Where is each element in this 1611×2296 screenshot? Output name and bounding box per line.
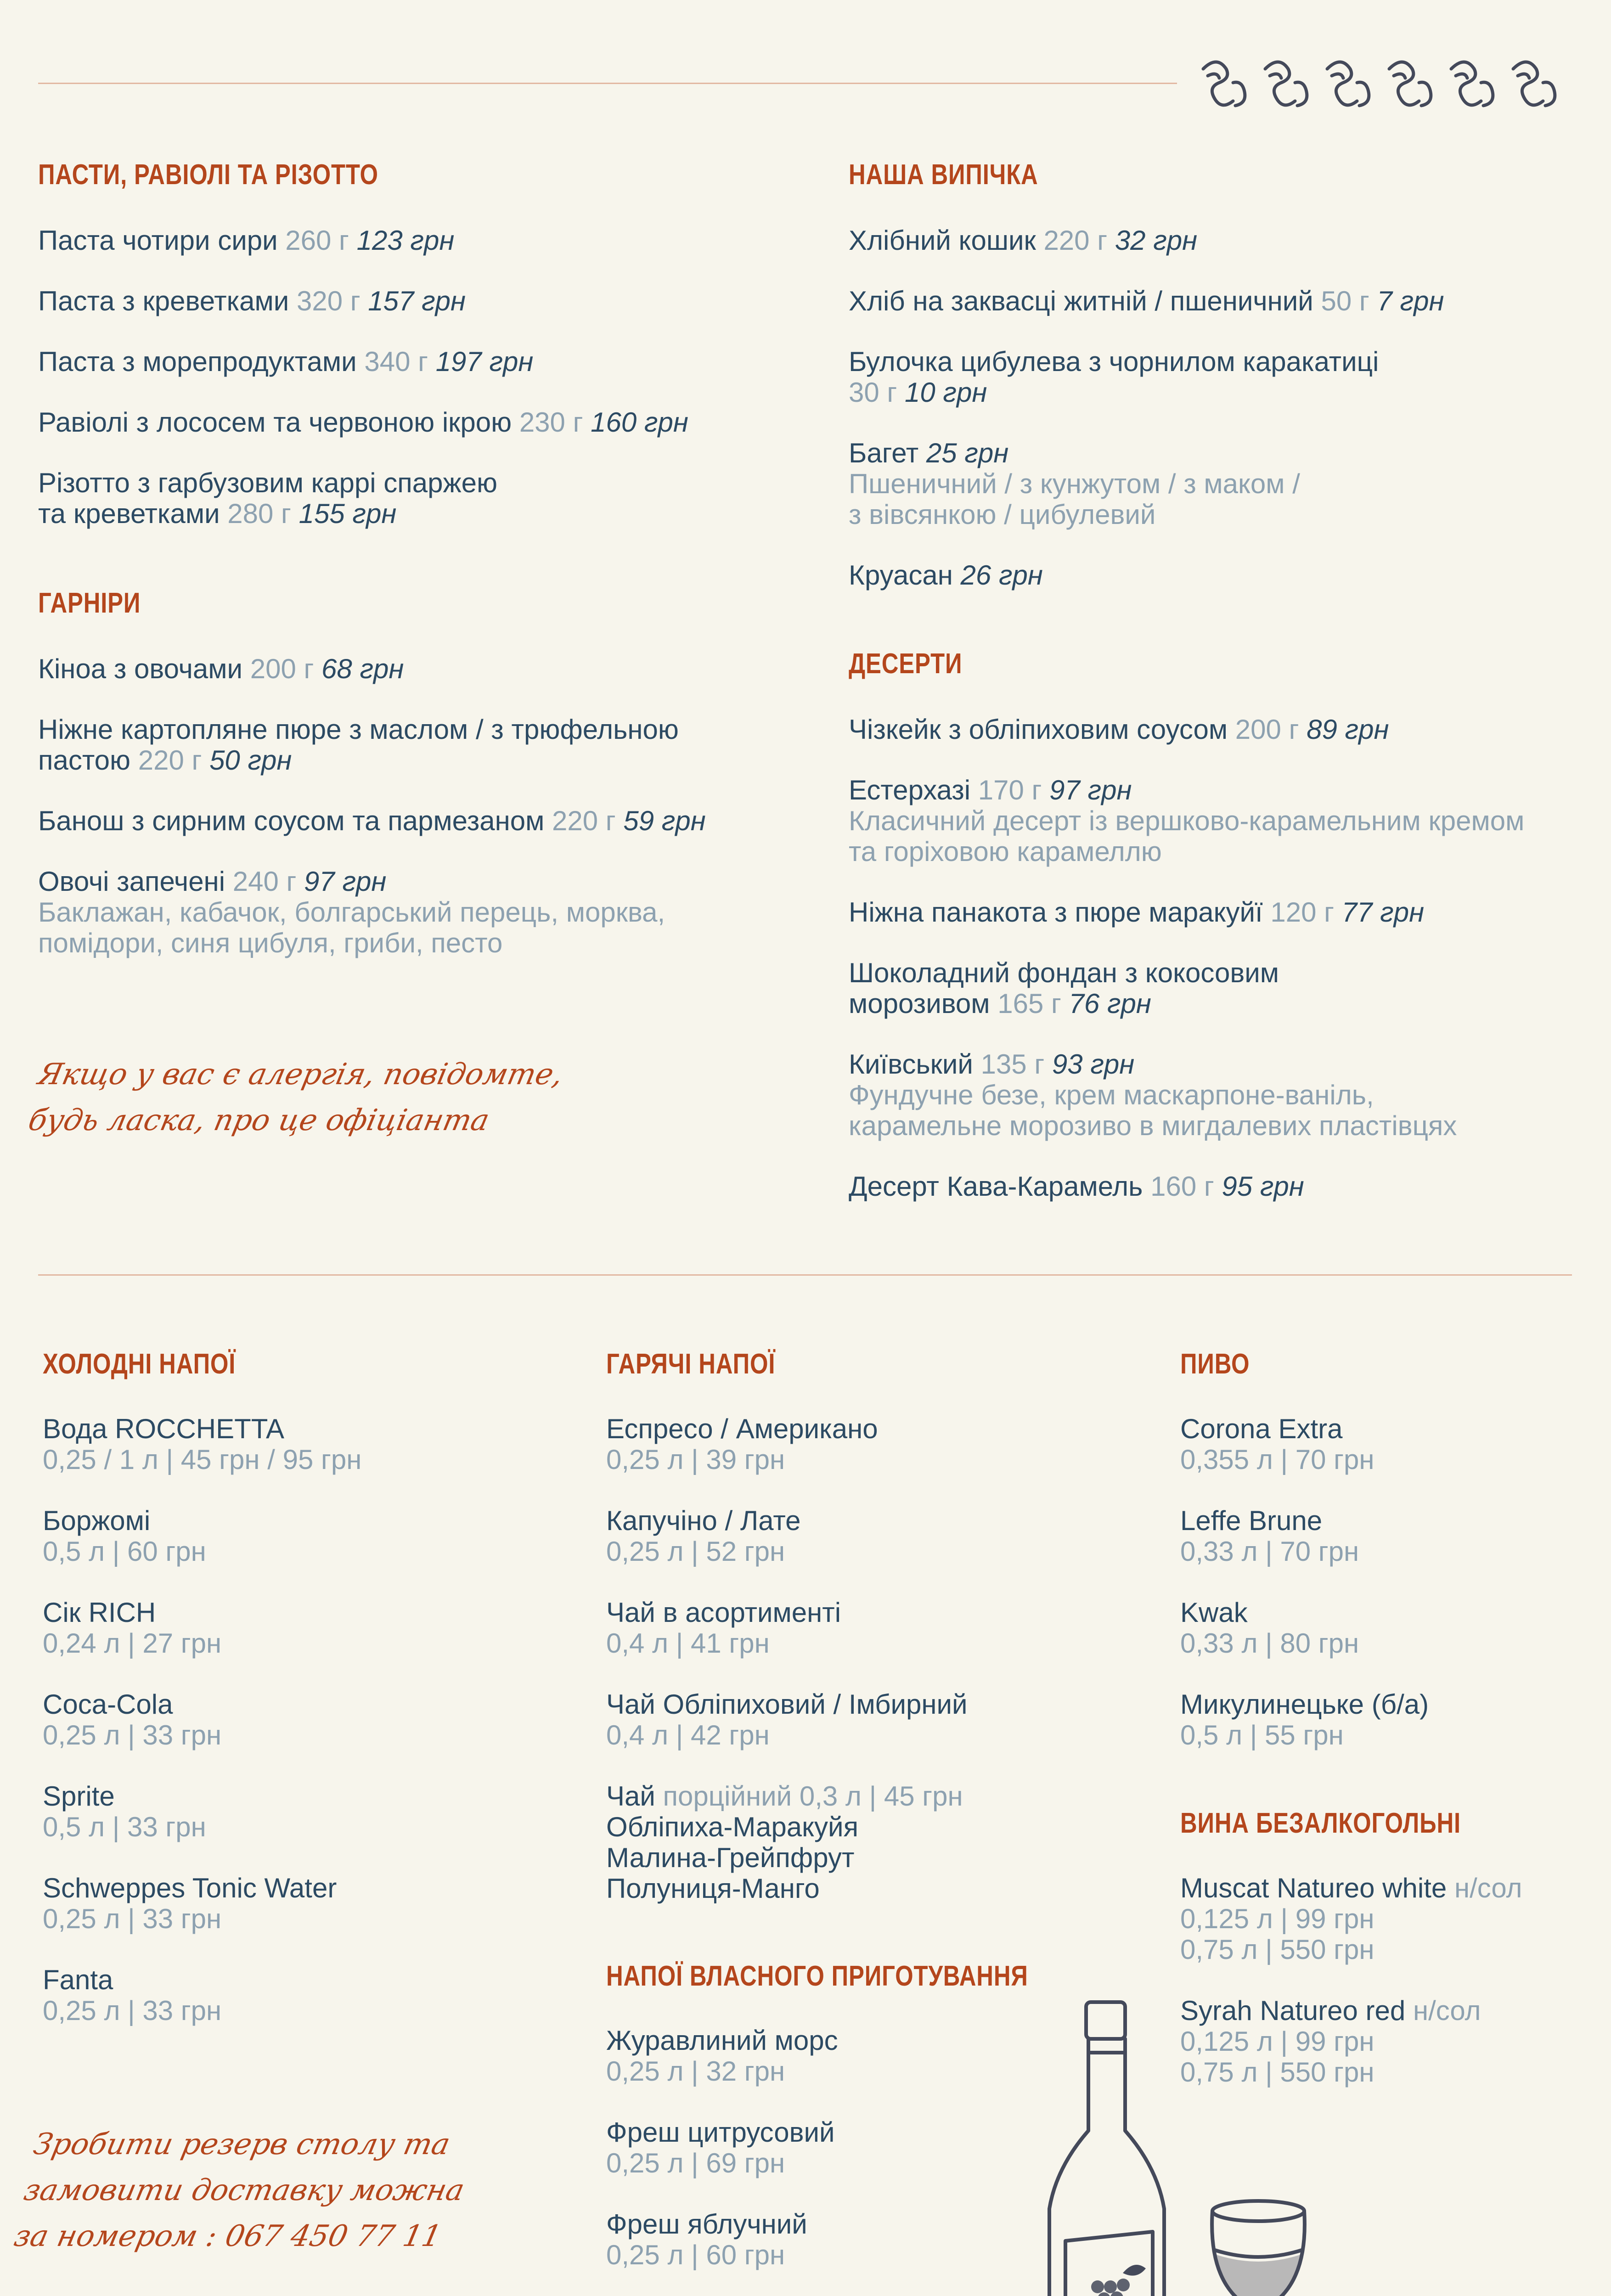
list-item: Еспресо / Американо 0,25 л | 39 грн [606, 1413, 878, 1475]
middle-divider [38, 1274, 1572, 1276]
list-item: Київський 135 г 93 грн Фундучне безе, крем маскарпоне-ваніль, карамельне морозиво в мигдалевих пластівцях [849, 1049, 1457, 1141]
list-item-tea-portion: Чай порційний 0,3 л | 45 грн Обліпиха-Маракуйя Малина-Грейпфрут Полуниця-Манго [606, 1781, 963, 1904]
list-item: Круасан 26 грн [849, 560, 1043, 591]
list-item: Шоколадний фондан з кокосовим морозивом 165 г 76 грн [849, 957, 1279, 1019]
list-item: Капучіно / Лате 0,25 л | 52 грн [606, 1505, 801, 1567]
section-title-house-drinks: НАПОЇ ВЛАСНОГО ПРИГОТУВАННЯ [606, 1960, 1028, 1992]
wine-bottle-icon [1029, 1993, 1185, 2296]
list-item: Фреш цитрусовий 0,25 л | 69 грн [606, 2117, 835, 2178]
list-item: Багет 25 грн Пшеничний / з кунжутом / з маком / з вівсянкою / цибулевий [849, 438, 1300, 530]
list-item: Булочка цибулева з чорнилом каракатиці 30 г 10 грн [849, 346, 1379, 408]
list-item: Боржомі 0,5 л | 60 грн [43, 1505, 206, 1567]
top-divider [38, 83, 1177, 84]
list-item: Десерт Кава-Карамель 160 г 95 грн [849, 1171, 1304, 1202]
hot-drinks-list [606, 1413, 1157, 1934]
section-title-hot-drinks: ГАРЯЧІ НАПОЇ [606, 1348, 776, 1380]
list-item: Фреш яблучний 0,25 л | 60 грн [606, 2209, 807, 2270]
list-item: Кіноа з овочами 200 г 68 грн [38, 653, 404, 684]
reservation-note: Зробити резерв столу та замовити доставку можна за номером : 067 450 77 11 [11, 2127, 468, 2253]
bakery-list [849, 225, 1593, 620]
allergy-note: Якщо у вас є алергія, повідомте, будь ласка, про це офіціанта [25, 1058, 566, 1137]
list-item: Банош з сирним соусом та пармезаном 220 г 59 грн [38, 805, 706, 836]
section-title-beer: ПИВО [1180, 1348, 1250, 1380]
list-item: Kwak 0,33 л | 80 грн [1180, 1597, 1359, 1659]
pasta-list [38, 225, 819, 559]
section-title-bakery: НАША ВИПІЧКА [849, 159, 1038, 191]
list-item: Чай Обліпиховий / Імбирний 0,4 л | 42 грн [606, 1689, 968, 1750]
list-item: Сік RICH 0,24 л | 27 грн [43, 1597, 222, 1659]
list-item: Хліб на заквасці житній / пшеничний 50 г 7 грн [849, 286, 1444, 316]
list-item: Coca-Cola 0,25 л | 33 грн [43, 1689, 222, 1750]
list-item: Хлібний кошик 220 г 32 грн [849, 225, 1198, 256]
cold-drinks-list [43, 1413, 571, 2056]
list-item: Чай в асортименті 0,4 л | 41 грн [606, 1597, 841, 1659]
list-item: Sprite 0,5 л | 33 грн [43, 1781, 206, 1842]
wine-list [1180, 1873, 1594, 2118]
house-drinks-list [606, 2025, 1065, 2296]
desserts-list [849, 714, 1593, 1232]
beer-list [1180, 1413, 1594, 1781]
sides-list [38, 653, 819, 988]
section-title-wine: ВИНА БЕЗАЛКОГОЛЬНІ [1180, 1807, 1461, 1839]
list-item: Syrah Natureo red н/сол 0,125 л | 99 грн 0,75 л | 550 грн [1180, 1995, 1481, 2088]
list-item: Естерхазі 170 г 97 грн Класичний десерт із вершково-карамельним кремом та горіховою карамеллю [849, 775, 1525, 867]
list-item: Равіолі з лососем та червоною ікрою 230 г 160 грн [38, 407, 688, 438]
pasta-ornament-icon [1194, 51, 1575, 119]
section-title-sides: ГАРНІРИ [38, 587, 141, 619]
list-item: Паста з морепродуктами 340 г 197 грн [38, 346, 534, 377]
list-item: Fanta 0,25 л | 33 грн [43, 1964, 222, 2026]
list-item: Паста з креветками 320 г 157 грн [38, 286, 466, 316]
list-item: Corona Extra 0,355 л | 70 грн [1180, 1413, 1374, 1475]
wine-glass-icon [1199, 2195, 1318, 2296]
section-title-desserts: ДЕСЕРТИ [849, 648, 963, 680]
list-item: Leffe Brune 0,33 л | 70 грн [1180, 1505, 1359, 1567]
list-item: Ніжне картопляне пюре з маслом / з трюфельною пастою 220 г 50 грн [38, 714, 679, 776]
list-item: Вода ROCCHETTA 0,25 / 1 л | 45 грн / 95 грн [43, 1413, 362, 1475]
list-item: Паста чотири сири 260 г 123 грн [38, 225, 455, 256]
list-item: Schweppes Tonic Water 0,25 л | 33 грн [43, 1873, 337, 1934]
list-item: Muscat Natureo white н/сол 0,125 л | 99 грн 0,75 л | 550 грн [1180, 1873, 1522, 1965]
list-item: Журавлиний морс 0,25 л | 32 грн [606, 2025, 838, 2087]
list-item: Різотто з гарбузовим каррі спаржею та креветками 280 г 155 грн [38, 467, 498, 529]
list-item: Овочі запечені 240 г 97 грн Баклажан, кабачок, болгарський перець, морква, помідори, синя цибуля, гриби, песто [38, 866, 665, 958]
list-item: Ніжна панакота з пюре маракуйї 120 г 77 грн [849, 897, 1425, 928]
section-title-cold-drinks: ХОЛОДНІ НАПОЇ [43, 1348, 236, 1380]
list-item: Чізкейк з обліпиховим соусом 200 г 89 грн [849, 714, 1389, 745]
section-title-pasta: ПАСТИ, РАВІОЛІ ТА РІЗОТТО [38, 159, 378, 191]
list-item: Микулинецьке (б/а) 0,5 л | 55 грн [1180, 1689, 1429, 1750]
